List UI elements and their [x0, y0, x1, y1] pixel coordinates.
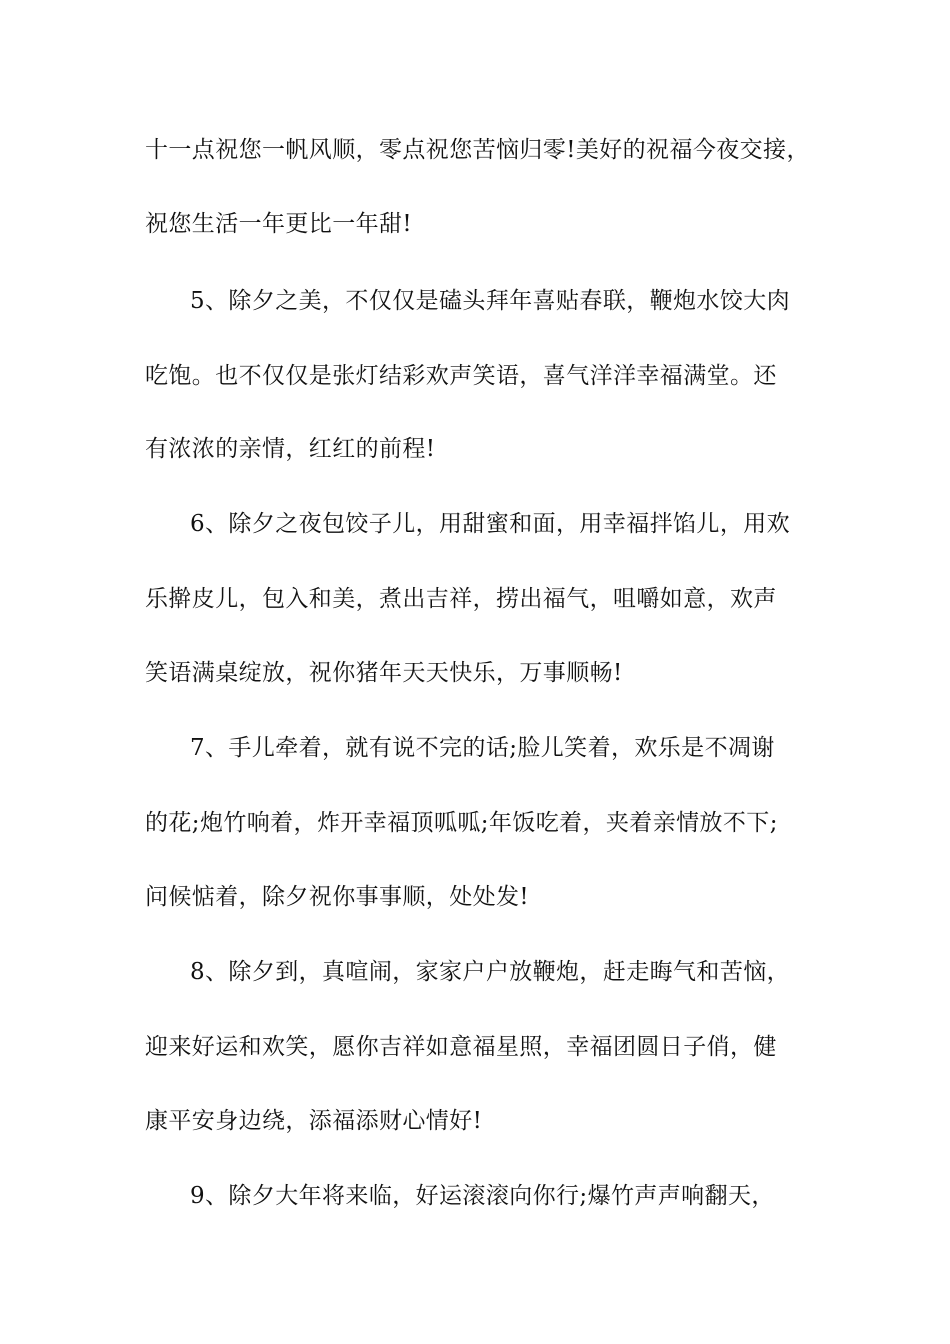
text-line: 乐擀皮儿，包入和美，煮出吉祥，捞出福气，咀嚼如意，欢声 [145, 586, 777, 612]
text-line: 6、除夕之夜包饺子儿，用甜蜜和面，用幸福拌馅儿，用欢 [190, 511, 791, 537]
text-line: 8、除夕到，真喧闹，家家户户放鞭炮，赶走晦气和苦恼， [190, 959, 791, 985]
text-line: 十一点祝您一帆风顺，零点祝您苦恼归零!美好的祝福今夜交接， [145, 137, 810, 163]
text-line: 的花;炮竹响着，炸开幸福顶呱呱;年饭吃着，夹着亲情放不下; [145, 810, 778, 836]
text-line: 7、手儿牵着，就有说不完的话;脸儿笑着，欢乐是不凋谢 [190, 735, 775, 761]
text-line: 5、除夕之美，不仅仅是磕头拜年喜贴春联，鞭炮水饺大肉 [190, 288, 791, 314]
text-line: 9、除夕大年将来临，好运滚滚向你行;爆竹声声响翻天， [190, 1183, 775, 1209]
text-line: 笑语满桌绽放，祝你猪年天天快乐，万事顺畅! [145, 660, 623, 686]
text-line: 迎来好运和欢笑，愿你吉祥如意福星照，幸福团圆日子俏，健 [145, 1034, 777, 1060]
text-line: 康平安身边绕，添福添财心情好! [145, 1108, 483, 1134]
text-line: 问候惦着，除夕祝你事事顺，处处发! [145, 884, 530, 910]
text-line: 祝您生活一年更比一年甜! [145, 211, 413, 237]
text-line: 吃饱。也不仅仅是张灯结彩欢声笑语，喜气洋洋幸福满堂。还 [145, 363, 777, 389]
text-line: 有浓浓的亲情，红红的前程! [145, 436, 436, 462]
